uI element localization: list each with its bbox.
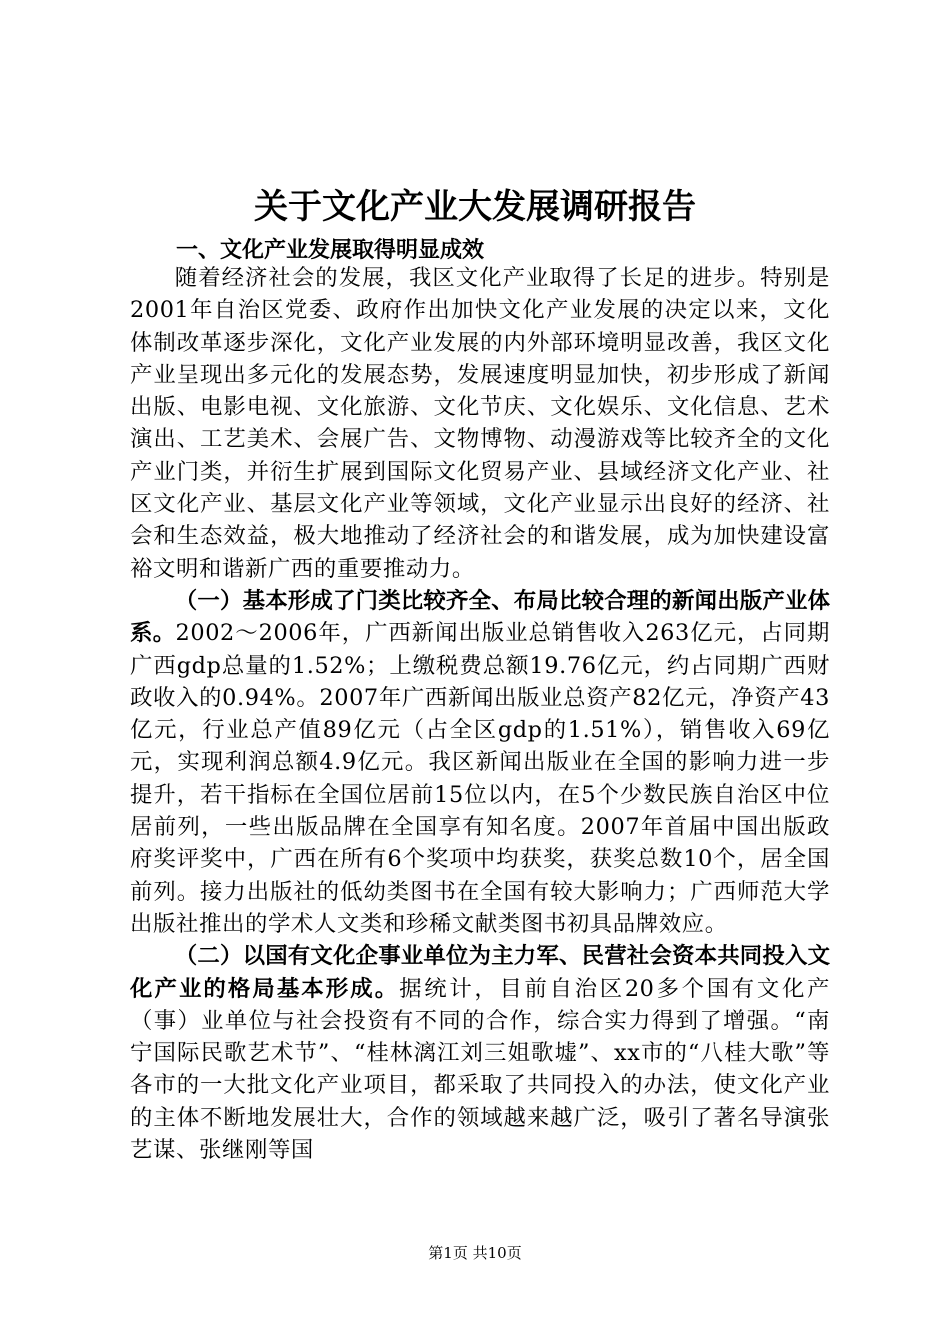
section-heading: 一、文化产业发展取得明显成效 — [176, 238, 485, 263]
paragraph-text: 据统计，目前自治区20多个国有文化产（事）业单位与社会投资有不同的合作，综合实力得到了增强。“南宁国际民歌艺术节”、“桂林漓江刘三姐歌墟”、xx市的“八桂大歌”等各市的一大批文化产业项目，都采取了共同投入的办法，使文化产业的主体不断地发展壮大，合作的领域越来越广泛，吸引了著名导演张艺谋、张继刚等国 — [130, 975, 831, 1164]
paragraph-lead: （一）基本形成了门类比较齐全、布局比较合理的新闻出版产业体系。 — [130, 587, 830, 647]
paragraph — [130, 585, 830, 940]
paragraph-text: 随着经济社会的发展，我区文化产业取得了长足的进步。特别是2001年自治区党委、政府作出加快文化产业发展的决定以来，文化体制改革逐步深化，文化产业发展的内外部环境明显改善，我区文化产业呈现出多元化的发展态势，发展速度明显加快，初步形成了新闻出版、电影电视、文化旅游、文化节庆、文化娱乐、文化信息、艺术演出、工艺美术、会展广告、文物博物、动漫游戏等比较齐全的文化产业门类，并衍生扩展到国际文化贸易产业、县域经济文化产业、社区文化产业、基层文化产业等领域，文化产业显示出良好的经济、社会和生态效益，极大地推动了经济社会的和谐发展，成为加快建设富裕文明和谐新广西的重要推动力。 — [130, 265, 830, 582]
paragraph-text: 2002～2006年，广西新闻出版业总销售收入263亿元，占同期广西gdp总量的1.52%；上缴税费总额19.76亿元，约占同期广西财政收入的0.94%。2007年广西新闻出版业总资产82亿元，净资产43亿元，行业总产值89亿元（占全区gdp的1.51%），销售收入69亿元，实现利润总额4.9亿元。我区新闻出版业在全国的影响力进一步提升，若干指标在全国位居前15位以内，在5个少数民族自治区中位居前列，一些出版品牌在全国享有知名度。2007年首届中国出版政府奖评奖中，广西在所有6个奖项中均获奖，获奖总数10个，居全国前列。接力出版社的低幼类图书在全国有较大影响力；广西师范大学出版社推出的学术人文类和珍稀文献类图书初具品牌效应。 — [130, 620, 831, 937]
paragraph — [130, 262, 830, 585]
document-body — [130, 262, 830, 1166]
paragraph — [130, 940, 830, 1166]
document-title: 关于文化产业大发展调研报告 — [254, 187, 696, 227]
page-footer: 第1页 共10页 — [428, 1244, 522, 1262]
paragraph-lead: （二）以国有文化企事业单位为主力军、民营社会资本共同投入文化产业的格局基本形成。 — [130, 943, 830, 1002]
